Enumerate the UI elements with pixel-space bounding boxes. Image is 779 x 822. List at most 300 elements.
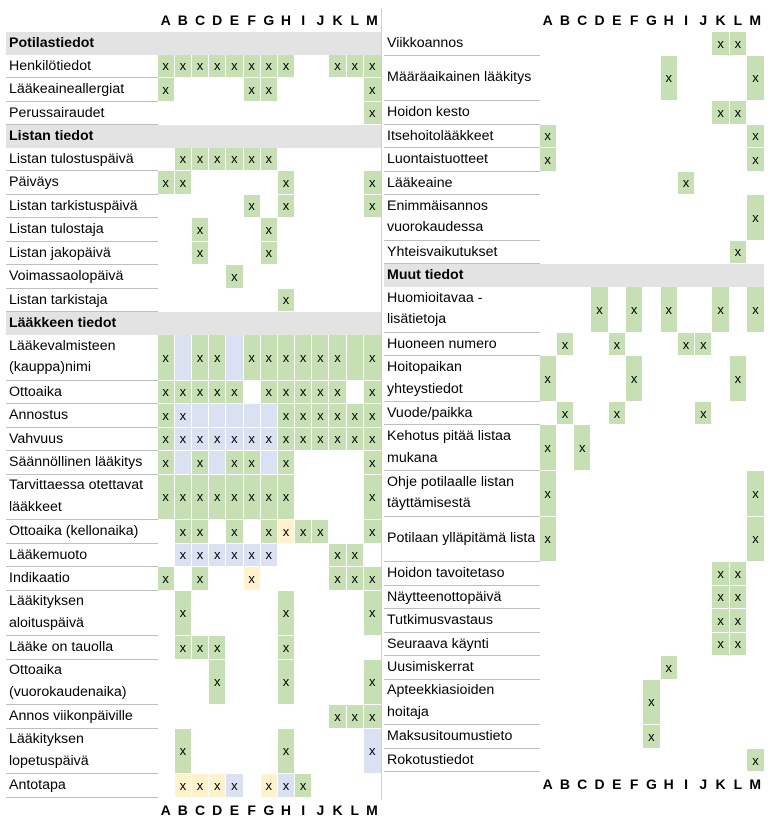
matrix-cell-i: [677, 425, 694, 471]
matrix-cell-e: [226, 335, 243, 381]
matrix-mark-g: x: [260, 427, 277, 451]
matrix-cell-l: [729, 124, 746, 148]
section-fill: [695, 264, 712, 287]
row-label: Indikaatio: [6, 567, 157, 591]
column-header-d: D: [594, 776, 605, 793]
matrix-row: [384, 401, 764, 425]
matrix-mark-a: x: [157, 404, 174, 428]
matrix-cell-f: [625, 55, 642, 101]
matrix-mark-e: x: [608, 332, 625, 356]
column-header-c: C: [577, 776, 588, 793]
matrix-cell-k: [712, 656, 729, 680]
column-header-l: L: [733, 776, 743, 793]
row-label: Maksusitoumustieto: [384, 725, 539, 749]
matrix-cell-l: [729, 656, 746, 680]
matrix-cell-h: [660, 562, 677, 586]
matrix-cell-b: [556, 516, 573, 562]
matrix-cell-l: [346, 148, 363, 171]
row-label: Määräaikainen lääkitys: [384, 55, 539, 101]
matrix-cell-c: [191, 659, 208, 705]
matrix-mark-l: x: [346, 427, 363, 451]
matrix-mark-f: x: [243, 335, 260, 381]
matrix-cell-a: [539, 55, 556, 101]
matrix-mark-a: x: [157, 451, 174, 475]
matrix-cell-g: [260, 567, 277, 591]
matrix-mark-g: x: [260, 218, 277, 242]
matrix-cell-m: [747, 240, 764, 264]
matrix-cell-i: [677, 609, 694, 633]
matrix-mark-c: x: [191, 218, 208, 242]
matrix-mark-g: x: [260, 774, 277, 798]
row-label: Lääke on tauolla: [6, 636, 157, 660]
row-label: Ohje potilaalle listan täyttämisestä: [384, 470, 539, 516]
matrix-mark-e: x: [226, 474, 243, 520]
matrix-mark-h: x: [277, 194, 294, 218]
section-fill: [209, 312, 226, 335]
matrix-cell-m: [747, 632, 764, 656]
matrix-cell-l: [729, 332, 746, 356]
matrix-cell-k: [329, 241, 346, 265]
matrix-cell-d: [591, 425, 608, 471]
matrix-row: [384, 470, 764, 516]
matrix-cell-m: [747, 356, 764, 402]
matrix-mark-g: x: [260, 241, 277, 265]
section-title: Lääkkeen tiedot: [6, 312, 157, 335]
matrix-cell-h: [660, 195, 677, 241]
matrix-cell-b: [556, 195, 573, 241]
matrix-mark-c: x: [191, 774, 208, 798]
matrix-cell-l: [346, 728, 363, 774]
matrix-cell-f: [243, 288, 260, 312]
matrix-mark-h: x: [277, 451, 294, 475]
matrix-mark-j: x: [312, 404, 329, 428]
matrix-cell-c: [191, 101, 208, 125]
column-header-d: D: [212, 801, 223, 818]
column-header-b: B: [177, 12, 188, 28]
column-header-k: K: [715, 776, 726, 793]
matrix-mark-h: x: [277, 427, 294, 451]
matrix-mark-e: x: [226, 774, 243, 798]
matrix-row: [384, 725, 764, 749]
matrix-cell-j: [312, 148, 329, 171]
matrix-mark-k: x: [329, 335, 346, 381]
matrix-mark-h: x: [660, 55, 677, 101]
matrix-cell-j: [312, 567, 329, 591]
matrix-cell-k: [712, 124, 729, 148]
matrix-mark-g: x: [643, 679, 660, 725]
matrix-mark-b: x: [174, 171, 191, 195]
row-label: Hoidon tavoitetaso: [384, 562, 539, 586]
matrix-cell-d: [209, 171, 226, 195]
matrix-row: [384, 516, 764, 562]
matrix-cell-i: [677, 124, 694, 148]
matrix-cell-g: [260, 288, 277, 312]
matrix-row: [384, 562, 764, 586]
matrix-cell-j: [695, 609, 712, 633]
section-fill: [346, 125, 363, 148]
matrix-mark-h: x: [277, 590, 294, 636]
matrix-cell-c: [191, 590, 208, 636]
matrix-row: [6, 148, 381, 171]
column-header-l: L: [350, 12, 359, 28]
matrix-cell-k: [329, 194, 346, 218]
matrix-cell-d: [209, 567, 226, 591]
matrix-cell-l: [729, 195, 746, 241]
matrix-cell-f: [243, 380, 260, 404]
header-corner: [384, 8, 539, 32]
matrix-cell-i: [295, 451, 312, 475]
matrix-cell-c: [574, 562, 591, 586]
matrix-mark-l: x: [729, 585, 746, 609]
matrix-cell-m: [363, 218, 380, 242]
matrix-cell-d: [591, 240, 608, 264]
row-label: Päiväys: [6, 171, 157, 195]
matrix-cell-l: [729, 725, 746, 749]
matrix-cell-k: [329, 659, 346, 705]
column-header-f: F: [247, 12, 256, 28]
matrix-cell-a: [539, 725, 556, 749]
matrix-cell-h: [660, 609, 677, 633]
matrix-cell-a: [157, 728, 174, 774]
row-label: Listan tulostuspäivä: [6, 148, 157, 171]
matrix-cell-g: [643, 148, 660, 172]
column-header-e: E: [229, 12, 240, 28]
matrix-cell-e: [226, 241, 243, 265]
matrix-mark-d: x: [209, 659, 226, 705]
matrix-cell-b: [556, 679, 573, 725]
matrix-cell-i: [677, 32, 694, 55]
matrix-mark-m: x: [363, 590, 380, 636]
matrix-mark-c: x: [191, 567, 208, 591]
matrix-cell-b: [556, 101, 573, 125]
matrix-mark-d: x: [209, 474, 226, 520]
section-fill: [712, 264, 729, 287]
matrix-cell-k: [329, 520, 346, 544]
matrix-cell-h: [660, 240, 677, 264]
matrix-mark-d: x: [591, 287, 608, 333]
matrix-cell-f: [625, 609, 642, 633]
column-header-l: L: [733, 12, 743, 28]
matrix-cell-d: [591, 195, 608, 241]
matrix-cell-g: [643, 748, 660, 772]
column-header-row-top: [384, 8, 764, 32]
matrix-cell-b: [174, 659, 191, 705]
matrix-mark-i: x: [295, 404, 312, 428]
matrix-mark-m: x: [363, 101, 380, 125]
matrix-cell-b: [174, 101, 191, 125]
matrix-mark-m: x: [363, 427, 380, 451]
row-label: Luontaistuotteet: [384, 148, 539, 172]
matrix-mark-g: x: [260, 335, 277, 381]
matrix-cell-j: [312, 55, 329, 78]
row-label: Annos viikonpäiville: [6, 705, 157, 729]
matrix-cell-b: [556, 562, 573, 586]
section-fill: [556, 264, 573, 287]
matrix-mark-k: x: [329, 404, 346, 428]
matrix-mark-i: x: [295, 427, 312, 451]
section-fill: [191, 125, 208, 148]
matrix-cell-i: [295, 543, 312, 567]
row-label: Hoitopaikan yhteystiedot: [384, 356, 539, 402]
row-label: Näytteenottopäivä: [384, 585, 539, 609]
matrix-row: [384, 356, 764, 402]
matrix-cell-f: [243, 659, 260, 705]
matrix-cell-b: [556, 632, 573, 656]
matrix-cell-f: [243, 728, 260, 774]
matrix-mark-j: x: [312, 380, 329, 404]
column-header-b: B: [177, 801, 188, 818]
matrix-cell-d: [209, 78, 226, 102]
matrix-cell-k: [712, 55, 729, 101]
matrix-cell-j: [312, 543, 329, 567]
row-label: Säännöllinen lääkitys: [6, 451, 157, 475]
matrix-cell-e: [608, 679, 625, 725]
matrix-cell-m: [747, 656, 764, 680]
matrix-mark-k: x: [329, 543, 346, 567]
column-header-f: F: [247, 801, 256, 818]
matrix-cell-i: [295, 636, 312, 660]
matrix-cell-l: [346, 78, 363, 102]
matrix-cell-k: [329, 265, 346, 289]
matrix-cell-m: [363, 265, 380, 289]
row-label: Yhteisvaikutukset: [384, 240, 539, 264]
matrix-row: [384, 679, 764, 725]
matrix-cell-c: [574, 332, 591, 356]
matrix-mark-h: x: [660, 656, 677, 680]
matrix-cell-d: [591, 401, 608, 425]
matrix-cell-e: [226, 590, 243, 636]
matrix-mark-b: x: [556, 332, 573, 356]
matrix-cell-d: [209, 218, 226, 242]
matrix-cell-d: [591, 470, 608, 516]
matrix-cell-c: [191, 728, 208, 774]
matrix-row: [6, 427, 381, 451]
matrix-mark-b: x: [174, 427, 191, 451]
matrix-cell-a: [157, 288, 174, 312]
matrix-mark-m: x: [747, 148, 764, 172]
matrix-cell-a: [539, 195, 556, 241]
matrix-row: [6, 404, 381, 428]
section-fill: [243, 32, 260, 55]
matrix-cell-a: [539, 609, 556, 633]
section-fill: [174, 312, 191, 335]
matrix-cell-k: [329, 78, 346, 102]
matrix-cell-h: [660, 332, 677, 356]
column-header-m: M: [366, 12, 378, 28]
matrix-cell-l: [729, 748, 746, 772]
matrix-cell-l: [346, 171, 363, 195]
matrix-cell-e: [226, 78, 243, 102]
matrix-cell-m: [747, 171, 764, 195]
matrix-cell-j: [695, 55, 712, 101]
matrix-row: [6, 218, 381, 242]
matrix-mark-l: x: [729, 632, 746, 656]
matrix-cell-g: [643, 171, 660, 195]
matrix-cell-c: [191, 404, 208, 428]
column-header-d: D: [594, 12, 605, 28]
matrix-cell-g: [643, 585, 660, 609]
matrix-cell-d: [591, 356, 608, 402]
matrix-cell-h: [660, 171, 677, 195]
matrix-cell-i: [677, 679, 694, 725]
matrix-cell-j: [312, 590, 329, 636]
matrix-row: [384, 287, 764, 333]
matrix-cell-g: [643, 609, 660, 633]
matrix-mark-l: x: [729, 240, 746, 264]
column-header-k: K: [332, 801, 343, 818]
matrix-mark-e: x: [226, 55, 243, 78]
matrix-cell-g: [260, 101, 277, 125]
matrix-cell-c: [574, 171, 591, 195]
row-label: Listan jakopäivä: [6, 241, 157, 265]
column-header-j: J: [316, 12, 325, 28]
matrix-cell-a: [157, 705, 174, 729]
matrix-mark-h: x: [277, 335, 294, 381]
matrix-cell-i: [677, 356, 694, 402]
row-label: Itsehoitolääkkeet: [384, 124, 539, 148]
section-fill: [747, 264, 764, 287]
matrix-cell-d: [591, 148, 608, 172]
matrix-cell-i: [295, 705, 312, 729]
matrix-cell-c: [574, 748, 591, 772]
matrix-cell-l: [346, 265, 363, 289]
matrix-cell-l: [729, 401, 746, 425]
matrix-cell-h: [660, 401, 677, 425]
header-corner: [6, 8, 157, 32]
matrix-cell-h: [277, 567, 294, 591]
matrix-cell-j: [695, 585, 712, 609]
matrix-row: [384, 585, 764, 609]
matrix-cell-l: [346, 101, 363, 125]
matrix-cell-m: [747, 101, 764, 125]
matrix-row: [384, 240, 764, 264]
matrix-cell-j: [312, 288, 329, 312]
matrix-cell-b: [174, 78, 191, 102]
matrix-cell-j: [312, 171, 329, 195]
matrix-cell-a: [157, 101, 174, 125]
matrix-cell-e: [608, 356, 625, 402]
matrix-cell-g: [260, 728, 277, 774]
matrix-cell-i: [677, 148, 694, 172]
matrix-cell-i: [677, 287, 694, 333]
matrix-cell-j: [695, 470, 712, 516]
matrix-row: [6, 567, 381, 591]
column-header-k: K: [715, 12, 726, 28]
matrix-mark-m: x: [363, 171, 380, 195]
matrix-row: [6, 705, 381, 729]
matrix-cell-i: [677, 101, 694, 125]
matrix-cell-l: [346, 636, 363, 660]
matrix-cell-d: [209, 404, 226, 428]
section-fill: [329, 312, 346, 335]
matrix-mark-g: x: [260, 543, 277, 567]
matrix-mark-b: x: [174, 636, 191, 660]
matrix-mark-h: x: [277, 659, 294, 705]
matrix-cell-k: [329, 288, 346, 312]
section-fill: [329, 125, 346, 148]
matrix-cell-h: [660, 425, 677, 471]
matrix-cell-m: [747, 401, 764, 425]
matrix-cell-i: [677, 656, 694, 680]
matrix-cell-j: [695, 124, 712, 148]
matrix-mark-m: x: [747, 124, 764, 148]
matrix-mark-h: x: [277, 380, 294, 404]
matrix-cell-l: [346, 520, 363, 544]
matrix-row: [6, 636, 381, 660]
matrix-mark-a: x: [157, 335, 174, 381]
column-header-m: M: [749, 776, 762, 793]
matrix-cell-e: [608, 148, 625, 172]
matrix-mark-f: x: [243, 78, 260, 102]
matrix-cell-e: [226, 218, 243, 242]
matrix-mark-a: x: [539, 425, 556, 471]
row-label: Lääkityksen aloituspäivä: [6, 590, 157, 636]
matrix-mark-g: x: [260, 78, 277, 102]
section-fill: [677, 264, 694, 287]
matrix-mark-k: x: [712, 585, 729, 609]
matrix-cell-c: [574, 632, 591, 656]
matrix-mark-i: x: [295, 774, 312, 798]
column-header-g: G: [263, 12, 275, 28]
matrix-cell-h: [277, 265, 294, 289]
matrix-cell-d: [591, 748, 608, 772]
matrix-cell-i: [295, 218, 312, 242]
matrix-row: [384, 32, 764, 55]
matrix-mark-d: x: [209, 380, 226, 404]
section-fill: [260, 312, 277, 335]
matrix-mark-k: x: [329, 55, 346, 78]
matrix-cell-d: [591, 101, 608, 125]
matrix-row: [384, 748, 764, 772]
matrix-cell-c: [574, 32, 591, 55]
matrix-cell-c: [191, 194, 208, 218]
matrix-cell-g: [643, 124, 660, 148]
column-header-a: A: [160, 12, 171, 28]
matrix-cell-c: [574, 656, 591, 680]
matrix-cell-j: [695, 101, 712, 125]
matrix-cell-a: [157, 148, 174, 171]
matrix-cell-l: [346, 335, 363, 381]
section-header: [6, 312, 381, 335]
matrix-mark-e: x: [226, 520, 243, 544]
matrix-cell-b: [174, 265, 191, 289]
matrix-cell-k: [329, 590, 346, 636]
matrix-cell-e: [608, 609, 625, 633]
matrix-cell-g: [643, 470, 660, 516]
row-label: Antotapa: [6, 774, 157, 798]
section-title: Potilastiedot: [6, 32, 157, 55]
section-fill: [363, 32, 380, 55]
matrix-cell-k: [712, 356, 729, 402]
matrix-cell-l: [729, 516, 746, 562]
matrix-mark-j: x: [312, 520, 329, 544]
matrix-cell-a: [539, 332, 556, 356]
matrix-mark-m: x: [363, 567, 380, 591]
matrix-cell-f: [625, 725, 642, 749]
matrix-cell-d: [209, 101, 226, 125]
matrix-mark-m: x: [363, 404, 380, 428]
matrix-cell-h: [277, 241, 294, 265]
matrix-cell-d: [591, 332, 608, 356]
matrix-cell-j: [695, 148, 712, 172]
matrix-cell-g: [260, 636, 277, 660]
matrix-cell-f: [625, 101, 642, 125]
matrix-row: [6, 194, 381, 218]
matrix-cell-g: [643, 101, 660, 125]
matrix-cell-c: [191, 171, 208, 195]
section-title: Listan tiedot: [6, 125, 157, 148]
matrix-row: [384, 195, 764, 241]
